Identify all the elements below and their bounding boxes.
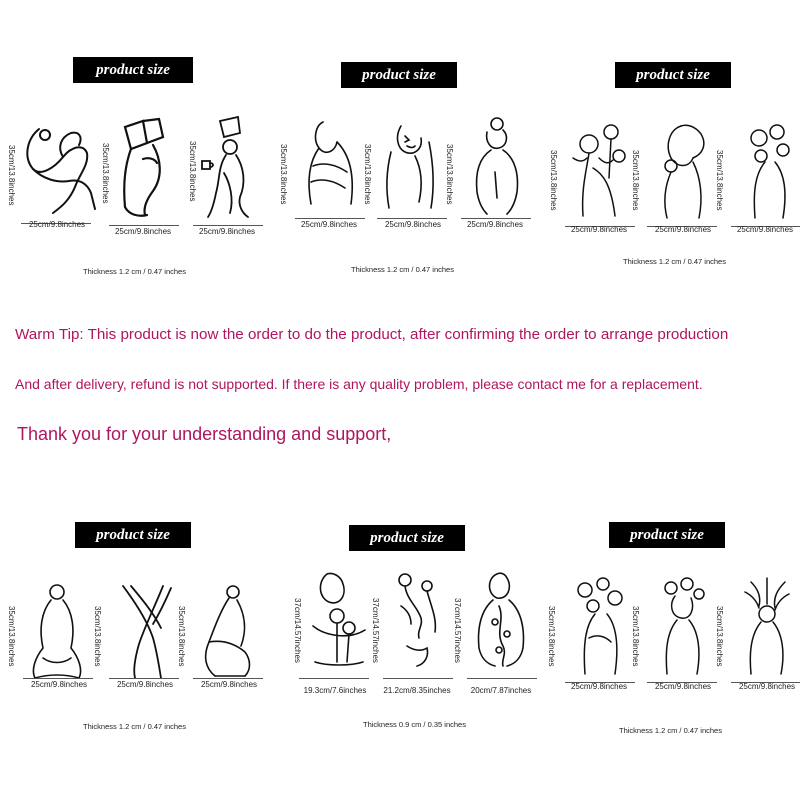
flower-face-profile-figure: [641, 118, 725, 226]
product-panel-6: [545, 520, 800, 745]
width-label: 25cm/9.8inches: [736, 225, 794, 234]
height-label: 35cm/13.8inches: [177, 605, 186, 667]
product-size-badge: product size: [615, 62, 731, 88]
height-label: 35cm/13.8inches: [279, 143, 288, 205]
height-label: 37cm/14.57inches: [453, 597, 462, 663]
floral-profile-figure: [377, 566, 461, 674]
width-label: 20cm/7.87inches: [470, 686, 532, 695]
width-label: 25cm/9.8inches: [654, 225, 712, 234]
height-label: 37cm/14.57inches: [371, 597, 380, 663]
height-label: 35cm/13.8inches: [549, 149, 558, 211]
width-dimension-line: [299, 678, 369, 679]
thickness-label: Thickness 1.2 cm / 0.47 inches: [83, 722, 186, 731]
thickness-label: Thickness 1.2 cm / 0.47 inches: [351, 265, 454, 274]
width-label: 25cm/9.8inches: [384, 220, 442, 229]
width-label: 19.3cm/7.6inches: [303, 686, 367, 695]
product-panel-3: [545, 60, 800, 285]
height-label: 35cm/13.8inches: [7, 605, 16, 667]
warm-tip-text: Warm Tip: This product is now the order to do the product, after confirming the order to arrange production: [15, 326, 729, 343]
width-label: 25cm/9.8inches: [738, 682, 796, 691]
woman-back-bun-figure: [455, 112, 539, 220]
width-label: 25cm/9.8inches: [466, 220, 524, 229]
width-dimension-line: [383, 678, 453, 679]
product-size-badge: product size: [609, 522, 725, 548]
woman-holding-flowers-figure: [297, 566, 381, 674]
height-label: 35cm/13.8inches: [188, 140, 197, 202]
width-dimension-line: [377, 218, 447, 219]
thank-you-text: Thank you for your understanding and support,: [17, 424, 392, 444]
flower-head-woman-figure: [725, 118, 800, 226]
product-panel-2: [275, 60, 535, 285]
width-dimension-line: [109, 225, 179, 226]
crossed-legs-figure: [101, 578, 185, 686]
reclining-woman-figure: [17, 117, 101, 225]
width-label: 25cm/9.8inches: [300, 220, 358, 229]
thickness-label: Thickness 1.2 cm / 0.47 inches: [83, 267, 186, 276]
height-label: 37cm/14.57inches: [293, 597, 302, 663]
seated-reader-with-cup-figure: [190, 113, 274, 221]
refund-policy-text: And after delivery, refund is not supported. If there is any quality problem, please contact me for a replacement.: [15, 376, 703, 392]
width-label: 25cm/9.8inches: [200, 680, 258, 689]
width-label: 21.2cm/8.35inches: [383, 686, 451, 695]
width-dimension-line: [467, 678, 537, 679]
product-panel-5: [275, 520, 535, 745]
thickness-label: Thickness 1.2 cm / 0.47 inches: [623, 257, 726, 266]
thickness-label: Thickness 1.2 cm / 0.47 inches: [619, 726, 722, 735]
width-label: 25cm/9.8inches: [570, 225, 628, 234]
height-label: 35cm/13.8inches: [715, 149, 724, 211]
product-panel-1: [5, 55, 265, 280]
vine-back-woman-figure: [461, 566, 545, 674]
height-label: 35cm/13.8inches: [715, 605, 724, 667]
width-label: 25cm/9.8inches: [570, 682, 628, 691]
width-label: 25cm/9.8inches: [28, 220, 86, 229]
flower-crown-woman-figure: [641, 574, 725, 682]
product-panel-4: [5, 520, 265, 745]
seated-woman-back-figure: [17, 578, 101, 686]
woman-reading-book-figure: [103, 115, 187, 223]
width-dimension-line: [23, 678, 93, 679]
width-dimension-line: [193, 225, 263, 226]
width-label: 25cm/9.8inches: [654, 682, 712, 691]
hugging-woman-figure: [289, 112, 373, 220]
product-size-badge: product size: [341, 62, 457, 88]
height-label: 35cm/13.8inches: [547, 605, 556, 667]
width-dimension-line: [461, 218, 531, 219]
height-label: 35cm/13.8inches: [93, 605, 102, 667]
height-label: 35cm/13.8inches: [7, 144, 16, 206]
width-dimension-line: [193, 678, 263, 679]
width-dimension-line: [109, 678, 179, 679]
height-label: 35cm/13.8inches: [631, 149, 640, 211]
thickness-label: Thickness 0.9 cm / 0.35 inches: [363, 720, 466, 729]
leafy-head-woman-figure: [725, 574, 800, 682]
product-size-badge: product size: [73, 57, 193, 83]
width-label: 25cm/9.8inches: [114, 227, 172, 236]
height-label: 35cm/13.8inches: [363, 143, 372, 205]
width-label: 25cm/9.8inches: [30, 680, 88, 689]
sitting-pose-figure: [185, 578, 269, 686]
width-dimension-line: [295, 218, 365, 219]
product-size-badge: product size: [349, 525, 465, 551]
height-label: 35cm/13.8inches: [631, 605, 640, 667]
width-label: 25cm/9.8inches: [116, 680, 174, 689]
face-with-hands-figure: [371, 112, 455, 220]
height-label: 35cm/13.8inches: [101, 142, 110, 204]
width-label: 25cm/9.8inches: [198, 227, 256, 236]
product-size-badge: product size: [75, 522, 191, 548]
height-label: 35cm/13.8inches: [445, 143, 454, 205]
